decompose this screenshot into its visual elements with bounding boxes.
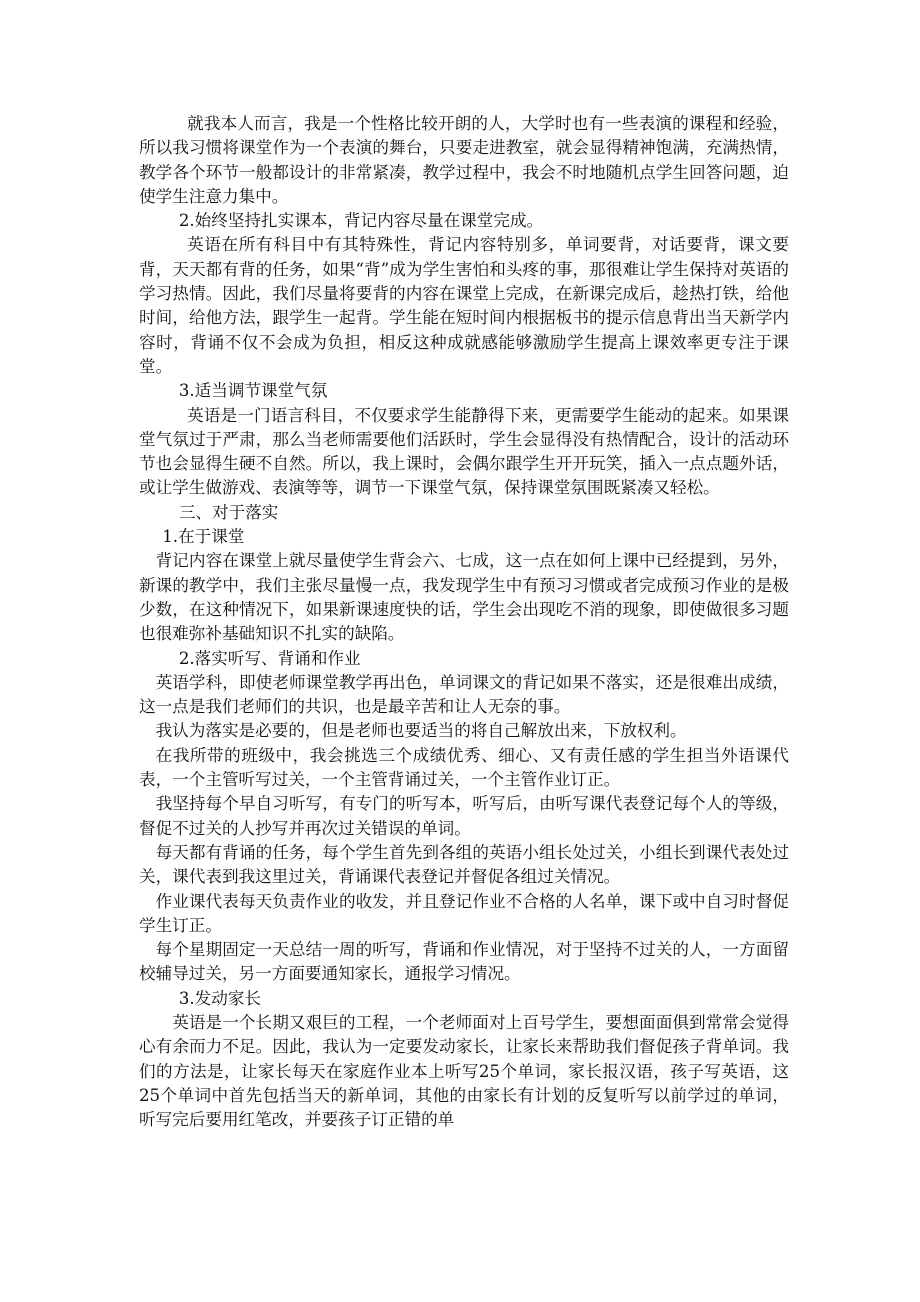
paragraph-classroom-atmosphere: 英语是一门语言科目，不仅要求学生能静得下来，更需要学生能动的起来。如果课堂气氛过于严肃，那么当老师需要他们活跃时，学生会显得没有热情配合，设计的活动环节也会显得生硬不自然。所以，我上课时，会偶尔跟学生开开玩笑，插入一点点题外话，或让学生做游戏、表演等等，调节一下课堂气氛，保持课堂氛围既紧凑又轻松。	[139, 405, 789, 498]
section-heading-implementation: 三、对于落实	[178, 502, 279, 522]
paragraph-homework-representative: 作业课代表每天负责作业的收发，并且登记作业不合格的人名单，课下或中自习时督促学生订正。	[139, 891, 789, 935]
paragraph-self-introduction: 就我本人而言，我是一个性格比较开朗的人，大学时也有一些表演的课程和经验，所以我习惯将课堂作为一个表演的舞台，只要走进教室，就会显得精神饱满，充满热情，教学各个环节一般都设计的非常紧凑，教学过程中，我会不时地随机点学生回答问题，迫使学生注意力集中。	[139, 114, 789, 206]
paragraph-english-reciting: 英语在所有科目中有其特殊性，背记内容特别多，单词要背，对话要背，课文要背，天天都有背的任务，如果“背”成为学生害怕和头疼的事，那很难让学生保持对英语的学习热情。因此，我们尽量将要背的内容在课堂上完成，在新课完成后，趁热打铁，给他时间，给他方法，跟学生一起背。学生能在短时间内根据板书的提示信息背出当天新学内容时，背诵不仅不会成为负担，相反这种成就感能够激励学生提高上课效率更专注于课堂。	[139, 235, 789, 376]
paragraph-mobilize-parents: 英语是一个长期又艰巨的工程，一个老师面对上百号学生，要想面面俱到常常会觉得心有余而力不足。因此，我认为一定要发动家长，让家长来帮助我们督促孩子背单词。我们的方法是，让家长每天在家庭作业本上听写25个单词，家长报汉语，孩子写英语，这25个单词中首先包括当天的新单词，其他的由家长有计划的反复听写以前学过的单词，听写完后要用红笔改，并要孩子订正错的单	[139, 1012, 789, 1130]
paragraph-morning-dictation: 我坚持每个早自习听写，有专门的听写本，听写后，由听写课代表登记每个人的等级，督促不过关的人抄写并再次过关错误的单词。	[139, 794, 789, 838]
paragraph-weekly-summary: 每个星期固定一天总结一周的听写，背诵和作业情况，对于坚持不过关的人，一方面留校辅导过关，另一方面要通知家长，通报学习情况。	[139, 940, 789, 984]
heading-in-class: 1.在于课堂	[162, 527, 245, 547]
paragraph-english-subject: 英语学科，即使老师课堂教学再出色，单词课文的背记如果不落实，还是很难出成绩，这一点是我们老师们的共识，也是最辛苦和让人无奈的事。	[139, 672, 789, 717]
paragraph-in-class: 背记内容在课堂上就尽量使学生背会六、七成，这一点在如何上课中已经提到，另外，新课的教学中，我们主张尽量慢一点，我发现学生中有预习习惯或者完成预习作业的是极少数，在这种情况下，如果新课速度快的话，学生会出现吃不消的现象，即使做很多习题也很难弥补基础知识不扎实的缺陷。	[139, 551, 789, 644]
paragraph-delegation: 我认为落实是必要的，但是老师也要适当的将自己解放出来，下放权利。	[155, 721, 687, 741]
heading-reciting-in-class: 2.始终坚持扎实课本，背记内容尽量在课堂完成。	[178, 211, 544, 231]
heading-mobilize-parents: 3.发动家长	[178, 988, 262, 1008]
heading-dictation-homework: 2.落实听写、背诵和作业	[178, 648, 361, 668]
paragraph-class-representatives: 在我所带的班级中，我会挑选三个成绩优秀、细心、又有责任感的学生担当外语课代表，一个主管听写过关，一个主管背诵过关，一个主管作业订正。	[139, 745, 789, 790]
paragraph-daily-reciting: 每天都有背诵的任务，每个学生首先到各组的英语小组长处过关，小组长到课代表处过关，课代表到我这里过关，背诵课代表登记并督促各组过关情况。	[139, 842, 789, 887]
heading-classroom-atmosphere: 3.适当调节课堂气氛	[178, 381, 328, 401]
document-body	[139, 112, 789, 1132]
